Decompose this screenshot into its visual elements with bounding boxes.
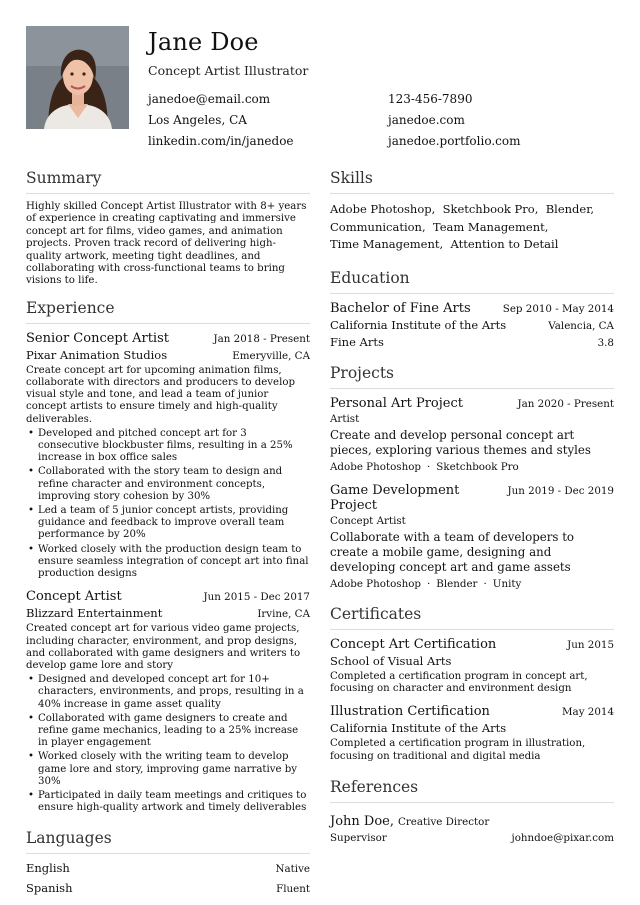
project-entry: [330, 396, 614, 473]
certificates-section: [330, 604, 614, 764]
skills-section: [330, 168, 614, 254]
experience-heading: Experience: [26, 298, 310, 324]
bullet-item: • Designed and developed concept art for 10+ characters, environments, and props, resulting in a 40% increase in game asset quality: [26, 674, 310, 711]
experience-entry: [26, 331, 310, 580]
references-section: [330, 777, 614, 844]
education-heading: Education: [330, 268, 614, 294]
certificate-date: Jun 2015: [567, 638, 614, 651]
project-tags: [330, 578, 614, 590]
job-company: Pixar Animation Studios: [26, 347, 168, 362]
skills-list: [330, 201, 614, 254]
certificate-title: Illustration Certification: [330, 704, 490, 720]
certificate-date: May 2014: [562, 706, 614, 719]
education-degree: Bachelor of Fine Arts: [330, 300, 471, 316]
summary-heading: Summary: [26, 168, 310, 194]
certificate-title: Concept Art Certification: [330, 636, 497, 652]
skill-item: Attention to Detail: [450, 237, 559, 251]
experience-section: [26, 298, 310, 815]
job-date: Jun 2015 - Dec 2017: [203, 591, 310, 604]
project-tag: Blender: [436, 577, 478, 590]
bullet-item: • Participated in daily team meetings and critiques to ensure high-quality artwork and timely deliverables: [26, 790, 310, 814]
education-school: California Institute of the Arts: [330, 317, 507, 332]
project-tags: [330, 461, 614, 473]
summary-text: Highly skilled Concept Artist Illustrator with 8+ years of experience in creating captivating and immersive concept art for films, video games, and animation projects. Proven track record of delivering high-quality artwork, meeting tight deadlines, and collaborating with cross-functional teams to bring visions to life.: [26, 201, 307, 287]
bullet-item: • Collaborated with the story team to design and refine character and environment concepts, improving story cohesion by 30%: [26, 466, 310, 503]
languages-heading: Languages: [26, 828, 310, 854]
language-name: Spanish: [26, 881, 73, 896]
skill-item: Blender,: [545, 202, 595, 216]
skill-item: Adobe Photoshop,: [330, 202, 436, 216]
contact-location: Los Angeles, CA: [148, 113, 247, 127]
education-section: [330, 268, 614, 349]
project-tag: Sketchbook Pro: [436, 460, 519, 473]
project-tag: Adobe Photoshop: [330, 460, 421, 473]
certificate-entry: [330, 704, 614, 763]
languages-section: [26, 828, 310, 895]
projects-heading: Projects: [330, 363, 614, 389]
language-level: Fluent: [276, 883, 310, 896]
project-role: Concept Artist: [330, 514, 406, 527]
tag-separator: ·: [427, 460, 431, 473]
contact-linkedin[interactable]: linkedin.com/in/janedoe: [148, 134, 294, 148]
experience-entry: [26, 589, 310, 814]
job-bullets: [26, 674, 310, 814]
skill-item: Team Management,: [432, 219, 549, 234]
language-row: [26, 861, 310, 875]
language-name: English: [26, 861, 70, 876]
project-description: Create and develop personal concept art pieces, exploring various themes and styles: [330, 427, 591, 457]
certificate-description: Completed a certification program in illustration, focusing on traditional and digital media: [330, 738, 586, 762]
skill-item: Sketchbook Pro,: [442, 202, 539, 216]
certificate-entry: [330, 637, 614, 696]
certificate-issuer: California Institute of the Arts: [330, 721, 507, 736]
project-title: Game Development Project: [330, 482, 460, 513]
projects-section: [330, 363, 614, 590]
job-title: Concept Artist: [26, 589, 122, 605]
bullet-item: • Collaborated with game designers to create and refine game mechanics, leading to a 25% increase in player engagement: [26, 713, 310, 750]
project-role: Artist: [330, 412, 360, 425]
contact-phone[interactable]: 123-456-7890: [388, 92, 473, 106]
skills-heading: Skills: [330, 168, 614, 194]
language-row: [26, 881, 310, 895]
education-gpa: 3.8: [597, 336, 614, 349]
project-date: Jan 2020 - Present: [517, 397, 614, 410]
contact-portfolio[interactable]: janedoe.portfolio.com: [388, 134, 521, 148]
reference-email[interactable]: johndoe@pixar.com: [511, 832, 614, 845]
job-location: Emeryville, CA: [232, 349, 310, 362]
candidate-title: Concept Artist Illustrator: [148, 63, 309, 78]
reference-name: John Doe,: [330, 814, 394, 830]
left-column: [26, 168, 310, 901]
summary-section: [26, 168, 310, 288]
language-level: Native: [275, 863, 310, 876]
skill-item: Communication,: [330, 219, 426, 234]
skill-item: Time Management,: [330, 237, 444, 251]
job-date: Jan 2018 - Present: [213, 332, 310, 345]
bullet-item: • Led a team of 5 junior concept artists, providing guidance and feedback to improve overall team performance by 20%: [26, 505, 310, 542]
bullet-item: • Developed and pitched concept art for 3 consecutive blockbuster films, resulting in a 25% increase in box office sales: [26, 428, 310, 465]
right-column: [330, 168, 614, 844]
tag-separator: ·: [427, 577, 431, 590]
project-tag: Adobe Photoshop: [330, 577, 421, 590]
job-location: Irvine, CA: [257, 608, 310, 621]
references-heading: References: [330, 777, 614, 803]
project-title: Personal Art Project: [330, 395, 463, 411]
reference-relation: Supervisor: [330, 832, 387, 845]
job-description: Create concept art for upcoming animation films, collaborate with directors and producers to develop visual style and tone, and lead a team of junior concept artists to ensure timely and high-quality deliverables.: [26, 364, 295, 425]
tag-separator: ·: [483, 577, 487, 590]
job-bullets: [26, 428, 310, 580]
bullet-item: • Worked closely with the production design team to ensure seamless integration of concept art into final production designs: [26, 544, 310, 581]
education-field: Fine Arts: [330, 334, 384, 349]
job-title: Senior Concept Artist: [26, 330, 169, 346]
profile-photo: [26, 26, 129, 129]
certificates-heading: Certificates: [330, 604, 614, 630]
contact-email[interactable]: janedoe@email.com: [148, 92, 271, 106]
reference-role: Creative Director: [398, 816, 490, 829]
project-description: Collaborate with a team of developers to create a mobile game, designing and developing concept art and game assets: [330, 529, 575, 574]
certificate-description: Completed a certification program in concept art, focusing on character and environment design: [330, 670, 588, 694]
job-company: Blizzard Entertainment: [26, 606, 163, 621]
contact-website[interactable]: janedoe.com: [388, 113, 465, 127]
education-location: Valencia, CA: [548, 319, 614, 332]
bullet-item: • Worked closely with the writing team to develop game lore and story, improving game narrative by 30%: [26, 751, 310, 788]
portrait-image: [26, 26, 129, 129]
education-date: Sep 2010 - May 2014: [502, 302, 614, 315]
project-entry: [330, 483, 614, 590]
certificate-issuer: School of Visual Arts: [330, 653, 452, 668]
job-description: Created concept art for various video game projects, including character, environment, and prop designs, and collaborated with game designers and writers to develop game lore and story: [26, 623, 301, 671]
candidate-name: Jane Doe: [148, 28, 259, 56]
project-tag: Unity: [492, 577, 522, 590]
project-date: Jun 2019 - Dec 2019: [507, 484, 614, 497]
